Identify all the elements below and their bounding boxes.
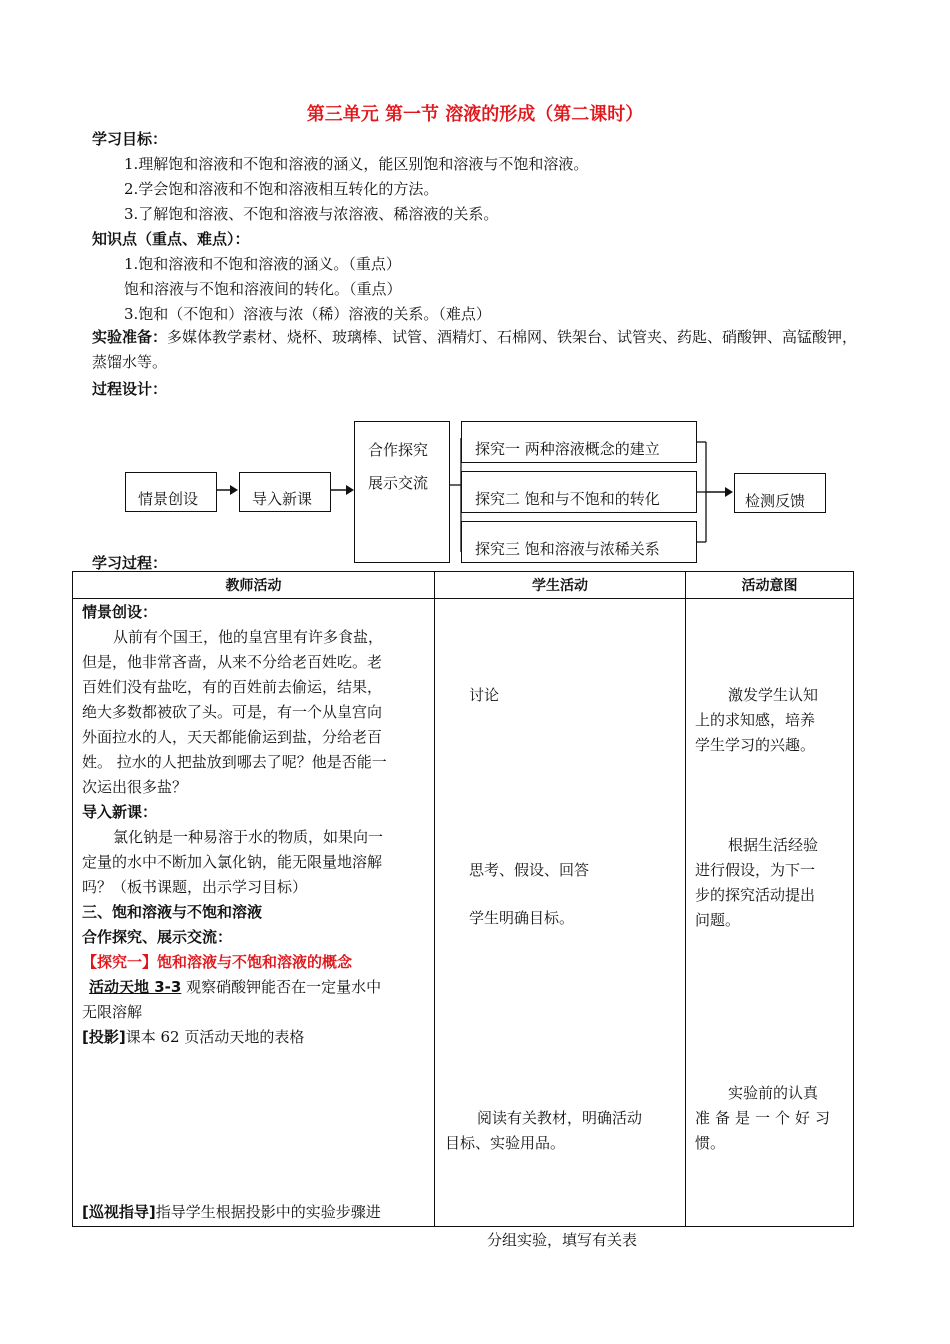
intent-line: 准备是一个好习 [695,1109,836,1127]
table-row [73,599,854,1227]
table-header-row [73,572,854,599]
scene-line: 百姓们没有盐吃，有的百姓前去偷运，结果， [82,678,383,696]
flow-label: 情景创设 [138,490,199,508]
scene-line: 绝大多数都被砍了头。可是，有一个从皇宫向 [82,703,383,721]
patrol-line [82,1200,381,1225]
patrol-tag: [巡视指导] [82,1203,156,1221]
objective-item: 3.了解饱和溶液、不饱和溶液与浓溶液、稀溶液的关系。 [124,205,499,223]
flow-label: 探究二 饱和与不饱和的转化 [475,490,660,508]
flow-bracket-right [696,430,736,560]
experiment-prep [92,325,862,375]
intent-cell [686,599,854,1227]
flow-explore-1 [461,421,697,463]
activity-label: 活动天地 3-3 [89,978,182,996]
student-read-2: 目标、实验用品。 [445,1134,566,1152]
intro-line: 定量的水中不断加入氯化钠，能无限量地溶解 [82,853,383,871]
prep-label: 实验准备： [92,328,168,346]
student-cell [435,599,686,1249]
flow-explore-2 [461,471,697,513]
intent-line: 上的求知感，培养 [695,711,816,729]
flow-label: 探究三 饱和溶液与浓稀关系 [475,540,660,558]
header-intent: 活动意图 [686,572,854,599]
knowledge-item: 1.饱和溶液和不饱和溶液的涵义。（重点） [124,255,401,273]
flow-explore-3 [461,521,697,563]
flow-arrow-icon [217,482,239,498]
flow-label: 合作探究 [368,441,429,459]
objective-item: 2.学会饱和溶液和不饱和溶液相互转化的方法。 [124,180,439,198]
intent-line: 步的探究活动提出 [695,886,816,904]
flow-arrow-icon [331,482,355,498]
teacher-cell [73,599,435,1227]
coop-heading: 合作探究、展示交流： [82,928,233,946]
flow-label: 探究一 两种溶液概念的建立 [475,440,660,458]
prep-text: 多媒体教学素材、烧杯、玻璃棒、试管、酒精灯、石棉网、铁架台、试管夹、药匙、硝酸钾、高锰酸钾，蒸馏水等。 [92,328,858,371]
header-student: 学生活动 [435,572,686,599]
scene-line: 外面拉水的人，天天都能偷运到盐，分给老百 [82,728,383,746]
projection-line [82,1025,304,1050]
student-clear: 学生明确目标。 [469,909,575,927]
knowledge-item: 3.饱和（不饱和）溶液与浓（稀）溶液的关系。（难点） [124,305,491,323]
flow-box-feedback [734,473,826,513]
lesson-table [72,571,854,1249]
scene-line: 姓。 拉水的人把盐放到哪去了呢？他是否能一 [82,753,387,771]
intent-line: 学生学习的兴趣。 [695,736,816,754]
explore1-bracket: 【探究一】 [82,953,158,971]
intent-line: 激发学生认知 [728,686,819,704]
activity-text: 观察硝酸钾能否在一定量水中 [181,978,382,996]
student-group: 分组实验，填写有关表 [487,1231,638,1249]
flow-label: 检测反馈 [745,492,806,510]
student-think: 思考、假设、回答 [469,861,590,879]
intent-line: 进行假设，为下一 [695,861,816,879]
patrol-text: 指导学生根据投影中的实验步骤进 [155,1203,381,1221]
scene-line: 次运出很多盐？ [82,778,188,796]
process-heading: 过程设计： [92,380,168,398]
activity-line-2: 无限溶解 [82,1003,143,1021]
knowledge-heading: 知识点（重点、难点）： [92,230,250,248]
flow-label: 导入新课 [252,490,313,508]
intro-heading: 导入新课： [82,803,158,821]
flow-box-scene [125,472,217,512]
student-read: 阅读有关教材，明确活动 [477,1109,643,1127]
intent-line: 惯。 [695,1134,726,1152]
projection-text: 课本 62 页活动天地的表格 [125,1028,305,1046]
activity-line [89,975,381,1000]
header-teacher: 教师活动 [73,572,435,599]
intent-line: 根据生活经验 [728,836,819,854]
projection-tag: [投影] [82,1028,126,1046]
flow-box-coop [354,421,450,563]
section-heading: 三、饱和溶液与不饱和溶液 [82,903,263,921]
scene-line: 从前有个国王，他的皇宫里有许多食盐， [113,628,384,646]
knowledge-item: 饱和溶液与不饱和溶液间的转化。（重点） [124,280,402,298]
student-discuss: 讨论 [469,686,500,704]
intent-line: 实验前的认真 [728,1084,819,1102]
explore1-title: 饱和溶液与不饱和溶液的概念 [157,953,353,971]
flow-box-intro [239,472,331,512]
scene-heading: 情景创设： [82,603,158,621]
intro-line: 氯化钠是一种易溶于水的物质，如果向一 [113,828,384,846]
objectives-heading: 学习目标： [92,130,168,148]
intent-line: 问题。 [695,911,741,929]
intro-line: 吗？（板书课题，出示学习目标） [82,878,308,896]
flow-label: 展示交流 [368,474,429,492]
objective-item: 1.理解饱和溶液和不饱和溶液的涵义，能区别饱和溶液与不饱和溶液。 [124,155,589,173]
explore1-heading [82,950,352,975]
learning-heading: 学习过程： [92,554,168,572]
scene-line: 但是，他非常吝啬，从来不分给老百姓吃。老 [82,653,383,671]
page-title: 第三单元 第一节 溶液的形成（第二课时） [306,104,644,125]
